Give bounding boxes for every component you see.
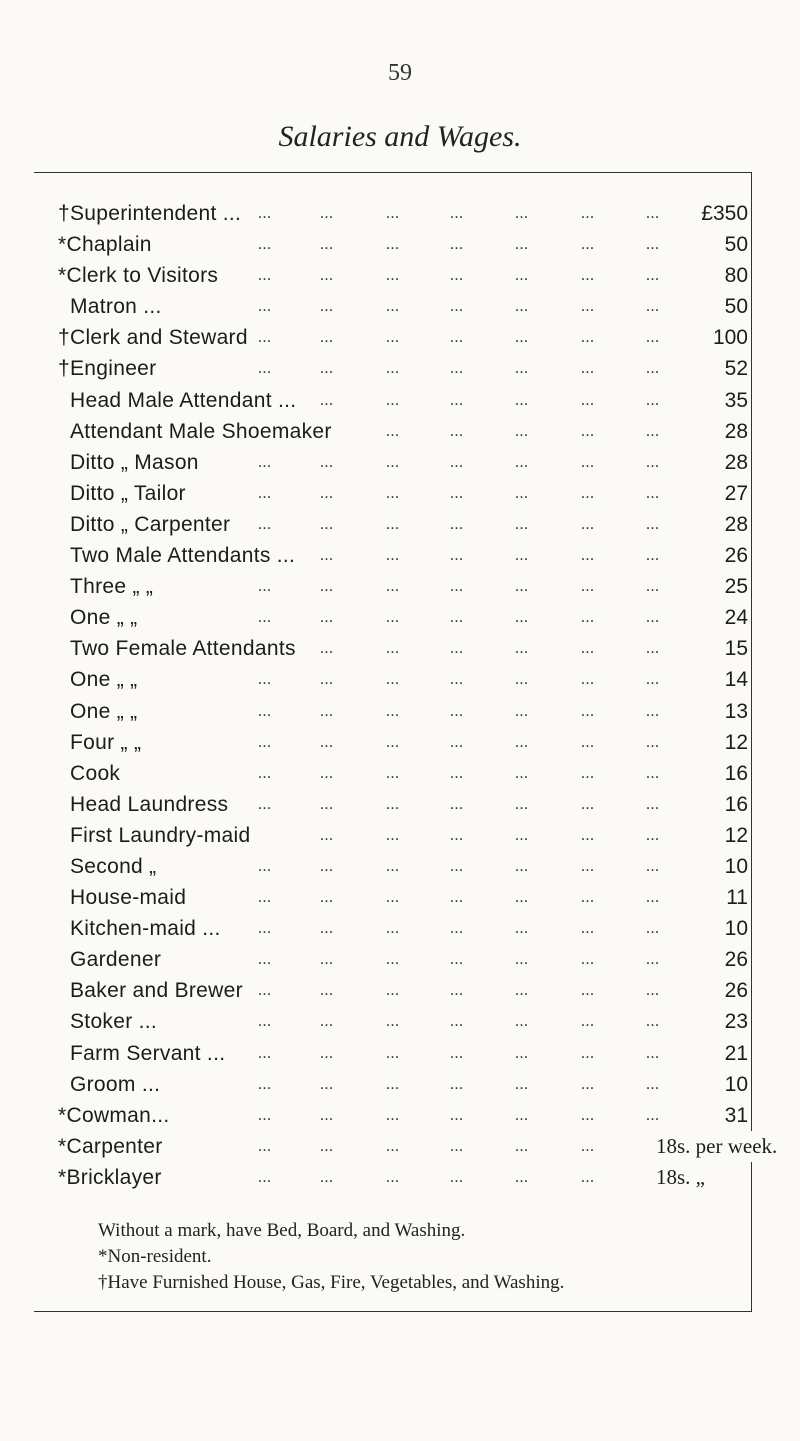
row-amount: 35	[719, 385, 748, 416]
page-number: 59	[388, 60, 412, 86]
row-amount: 28	[719, 447, 748, 478]
table-row	[58, 447, 748, 478]
table-row	[58, 385, 748, 416]
footnotes	[98, 1218, 564, 1296]
row-label: Three „ „	[70, 571, 159, 602]
row-label: Baker and Brewer	[70, 975, 249, 1006]
table-row	[58, 1162, 748, 1193]
leader-dots: ... ... ... ... ... ... ...	[258, 236, 660, 254]
table-row	[58, 1131, 778, 1162]
row-amount: 12	[719, 727, 748, 758]
table-row	[58, 229, 748, 260]
row-label: Groom ...	[70, 1069, 166, 1100]
table-row	[58, 1006, 748, 1037]
table-row	[58, 602, 748, 633]
row-amount: 100	[707, 322, 748, 353]
row-label: Ditto „ Tailor	[70, 478, 192, 509]
leader-dots: ... ... ... ... ... ...	[320, 391, 660, 409]
table-row	[58, 353, 748, 384]
table-row	[58, 758, 748, 789]
leader-dots: ... ... ... ... ... ... ...	[258, 764, 660, 782]
leader-dots: ... ... ... ... ... ... ...	[258, 609, 660, 627]
row-label: *Chaplain	[58, 229, 158, 260]
leader-dots: ... ... ... ... ... ...	[258, 1168, 595, 1186]
row-amount: 18s. „	[650, 1162, 705, 1193]
table-row	[58, 975, 748, 1006]
row-amount: 80	[719, 260, 748, 291]
row-label: †Superintendent ...	[58, 198, 247, 229]
table-row	[58, 198, 748, 229]
row-amount: 13	[719, 696, 748, 727]
table-row	[58, 1069, 748, 1100]
leader-dots: ... ... ... ... ... ... ...	[258, 1106, 660, 1124]
row-amount: 27	[719, 478, 748, 509]
row-label: Cook	[70, 758, 126, 789]
row-label: First Laundry-maid	[70, 820, 256, 851]
table-row	[58, 944, 748, 975]
leader-dots: ... ... ... ... ... ... ...	[258, 298, 660, 316]
wages-table	[58, 198, 778, 1193]
leader-dots: ... ... ... ... ... ... ...	[258, 702, 660, 720]
leader-dots: ... ... ... ... ... ... ...	[258, 1075, 660, 1093]
leader-dots: ... ... ... ... ... ... ...	[258, 795, 660, 813]
row-amount: 11	[720, 882, 748, 913]
table-row	[58, 322, 748, 353]
leader-dots: ... ... ... ... ... ... ...	[258, 578, 660, 596]
footnote-unmarked: Without a mark, have Bed, Board, and Washing.	[98, 1220, 466, 1241]
row-amount: 26	[719, 975, 748, 1006]
row-label: Attendant Male Shoemaker	[70, 416, 338, 447]
row-amount: 16	[719, 758, 748, 789]
row-label: House-maid	[70, 882, 192, 913]
row-amount: 50	[719, 291, 748, 322]
table-row	[58, 851, 748, 882]
row-label: Gardener	[70, 944, 167, 975]
table-row	[58, 416, 748, 447]
row-amount: 26	[719, 944, 748, 975]
row-amount: 10	[719, 1069, 748, 1100]
table-row	[58, 540, 748, 571]
table-row	[58, 882, 748, 913]
row-amount: 12	[719, 820, 748, 851]
row-amount: 31	[719, 1100, 748, 1131]
table-row	[58, 1100, 748, 1131]
row-label: Four „ „	[70, 727, 147, 758]
leader-dots: ... ... ... ... ... ... ...	[258, 360, 660, 378]
table-row	[58, 1038, 748, 1069]
leader-dots: ... ... ... ... ... ... ...	[258, 1044, 660, 1062]
row-label: One „ „	[70, 696, 143, 727]
row-label: †Clerk and Steward	[58, 322, 254, 353]
row-label: Ditto „ Mason	[70, 447, 205, 478]
row-amount: £350	[695, 198, 748, 229]
row-label: Head Laundress	[70, 789, 234, 820]
row-amount: 26	[719, 540, 748, 571]
table-row	[58, 727, 748, 758]
table-row	[58, 820, 748, 851]
leader-dots: ... ... ... ... ... ... ...	[258, 1013, 660, 1031]
row-amount: 23	[719, 1006, 748, 1037]
leader-dots: ... ... ... ... ... ... ...	[258, 484, 660, 502]
row-amount: 24	[719, 602, 748, 633]
row-amount: 25	[719, 571, 748, 602]
row-amount: 10	[719, 851, 748, 882]
table-row	[58, 633, 748, 664]
leader-dots: ... ... ... ... ...	[386, 422, 660, 440]
table-row	[58, 664, 748, 695]
leader-dots: ... ... ... ... ... ...	[320, 547, 660, 565]
row-amount: 21	[719, 1038, 748, 1069]
leader-dots: ... ... ... ... ... ...	[320, 826, 660, 844]
leader-dots: ... ... ... ... ... ... ...	[258, 671, 660, 689]
leader-dots: ... ... ... ... ... ... ...	[258, 453, 660, 471]
leader-dots: ... ... ... ... ... ... ...	[258, 205, 660, 222]
row-label: *Clerk to Visitors	[58, 260, 224, 291]
row-amount: 14	[719, 664, 748, 695]
row-label: Two Male Attendants ...	[70, 540, 301, 571]
row-amount: 10	[719, 913, 748, 944]
table-row	[58, 571, 748, 602]
row-label: Farm Servant ...	[70, 1038, 231, 1069]
row-label: Ditto „ Carpenter	[70, 509, 236, 540]
leader-dots: ... ... ... ... ... ... ...	[258, 329, 660, 347]
leader-dots: ... ... ... ... ... ... ...	[258, 951, 660, 969]
leader-dots: ... ... ... ... ... ...	[320, 640, 660, 658]
table-row	[58, 789, 748, 820]
leader-dots: ... ... ... ... ... ... ...	[258, 267, 660, 285]
row-label: Matron ...	[70, 291, 168, 322]
page-title: Salaries and Wages.	[278, 120, 522, 153]
footnote-non-resident: *Non-resident.	[98, 1246, 212, 1267]
row-label: *Bricklayer	[58, 1162, 168, 1193]
row-label: *Cowman...	[58, 1100, 176, 1131]
row-label: One „ „	[70, 602, 143, 633]
row-amount: 50	[719, 229, 748, 260]
row-label: *Carpenter	[58, 1131, 169, 1162]
row-label: Stoker ...	[70, 1006, 163, 1037]
leader-dots: ... ... ... ... ... ... ...	[258, 733, 660, 751]
leader-dots: ... ... ... ... ... ... ...	[258, 889, 660, 907]
table-row	[58, 291, 748, 322]
row-amount: 28	[719, 509, 748, 540]
row-label: Kitchen-maid ...	[70, 913, 227, 944]
leader-dots: ... ... ... ... ... ... ...	[258, 982, 660, 1000]
row-label: One „ „	[70, 664, 143, 695]
row-amount: 28	[719, 416, 748, 447]
row-amount: 16	[719, 789, 748, 820]
table-row	[58, 509, 748, 540]
footnote-furnished-house: †Have Furnished House, Gas, Fire, Vegetables, and Washing.	[98, 1272, 565, 1293]
table-row	[58, 260, 748, 291]
table-row	[58, 696, 748, 727]
table-row	[58, 913, 748, 944]
row-label: Head Male Attendant ...	[70, 385, 302, 416]
leader-dots: ... ... ... ... ... ... ...	[258, 857, 660, 875]
leader-dots: ... ... ... ... ... ... ...	[258, 920, 660, 938]
row-label: Second „	[70, 851, 162, 882]
row-label: Two Female Attendants	[70, 633, 302, 664]
row-amount: 15	[719, 633, 748, 664]
table-row	[58, 478, 748, 509]
leader-dots: ... ... ... ... ... ... ...	[258, 515, 660, 533]
row-label: †Engineer	[58, 353, 162, 384]
leader-dots: ... ... ... ... ... ...	[258, 1137, 595, 1155]
row-amount: 18s. per week.	[650, 1131, 777, 1162]
row-amount: 52	[719, 353, 748, 384]
